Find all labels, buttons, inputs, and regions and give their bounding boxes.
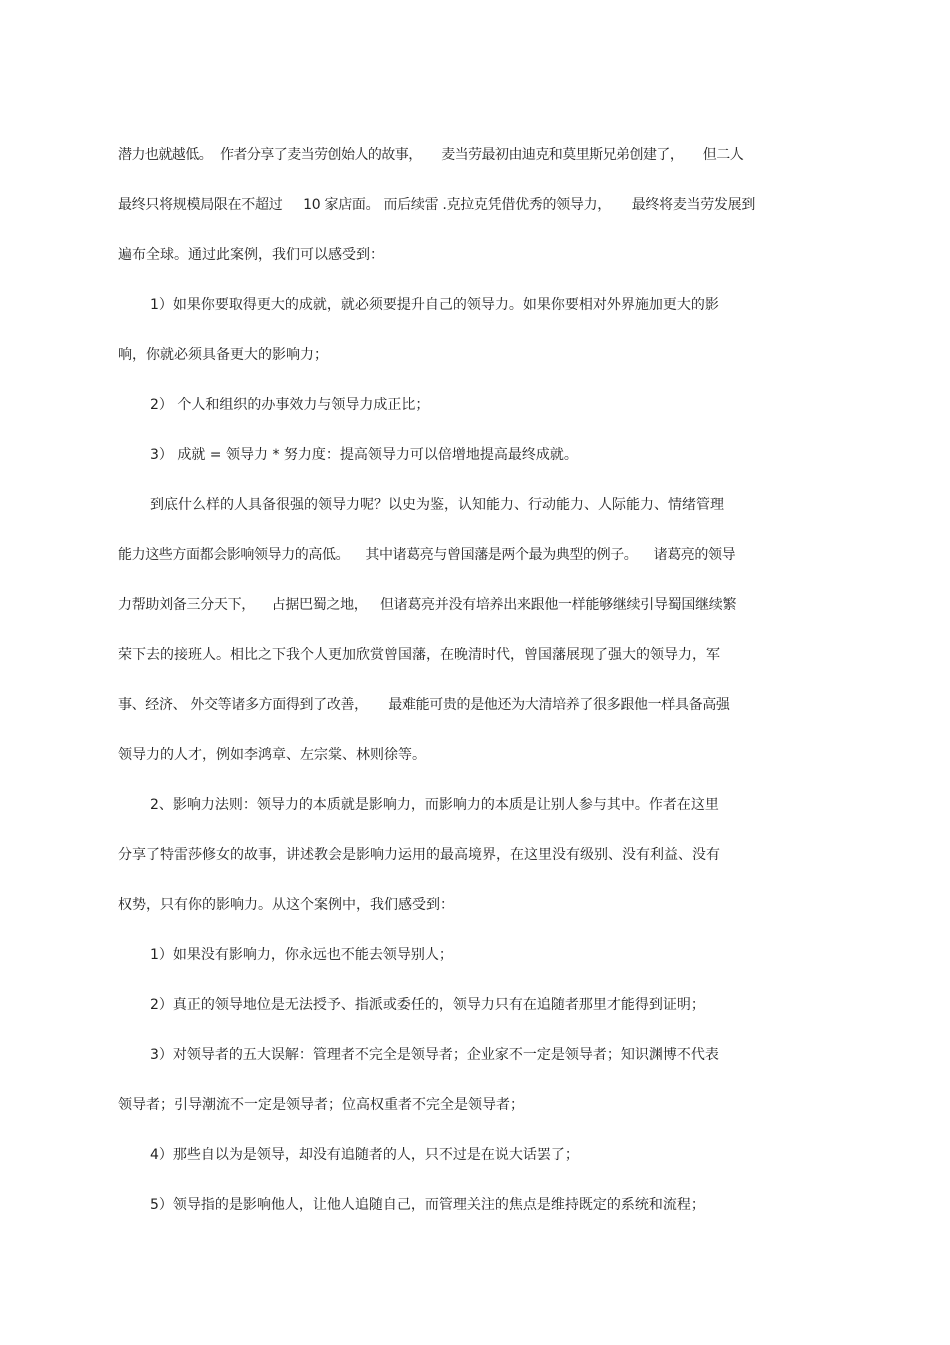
section-2-line-1: 2、影响力法则：领导力的本质就是影响力，而影响力的本质是让别人参与其中。作者在这里 xyxy=(150,797,719,813)
section-2-line-2: 分享了特雷莎修女的故事，讲述教会是影响力运用的最高境界，在这里没有级别、没有利益、没有 xyxy=(118,847,720,863)
paragraph-2-line-1: 到底什么样的人具备很强的领导力呢？以史为鉴，认知能力、行动能力、人际能力、情绪管理 xyxy=(150,497,724,513)
paragraph-2-line-3: 力帮助刘备三分天下， 占据巴蜀之地， 但诸葛亮并没有培养出来跟他一样能够继续引导蜀国继续繁 xyxy=(118,597,737,613)
paragraph-2-line-5: 事、经济、 外交等诸多方面得到了改善， 最难能可贵的是他还为大清培养了很多跟他一样具备高强 xyxy=(118,697,730,713)
list-item-1-line-1: 1）如果你要取得更大的成就，就必须要提升自己的领导力。如果你要相对外界施加更大的影 xyxy=(150,297,719,313)
paragraph-line-3: 遍布全球。通过此案例，我们可以感受到： xyxy=(118,247,384,263)
section-2-item-3-line-1: 3）对领导者的五大误解：管理者不完全是领导者；企业家不一定是领导者；知识渊博不代表 xyxy=(150,1047,719,1063)
section-2-item-4: 4）那些自以为是领导，却没有追随者的人，只不过是在说大话罢了； xyxy=(150,1147,579,1163)
list-item-3: 3） 成就 = 领导力 * 努力度：提高领导力可以倍增地提高最终成就。 xyxy=(150,447,578,463)
paragraph-line-2: 最终只将规模局限在不超过 10 家店面。 而后续雷 .克拉克凭借优秀的领导力， 最终将麦当劳发展到 xyxy=(118,197,756,213)
paragraph-2-line-6: 领导力的人才，例如李鸿章、左宗棠、林则徐等。 xyxy=(118,747,426,763)
section-2-item-1: 1）如果没有影响力，你永远也不能去领导别人； xyxy=(150,947,453,963)
paragraph-2-line-4: 荣下去的接班人。相比之下我个人更加欣赏曾国藩，在晚清时代，曾国藩展现了强大的领导力，军 xyxy=(118,647,720,663)
section-2-item-3-line-2: 领导者；引导潮流不一定是领导者；位高权重者不完全是领导者； xyxy=(118,1097,524,1113)
list-item-2: 2） 个人和组织的办事效力与领导力成正比； xyxy=(150,397,430,413)
list-item-1-line-2: 响，你就必须具备更大的影响力； xyxy=(118,347,328,363)
section-2-item-2: 2）真正的领导地位是无法授予、指派或委任的，领导力只有在追随者那里才能得到证明； xyxy=(150,997,705,1013)
paragraph-line-1: 潜力也就越低。 作者分享了麦当劳创始人的故事， 麦当劳最初由迪克和莫里斯兄弟创建了， 但二人 xyxy=(118,147,744,163)
section-2-line-3: 权势，只有你的影响力。从这个案例中，我们感受到： xyxy=(118,897,454,913)
paragraph-2-line-2: 能力这些方面都会影响领导力的高低。 其中诸葛亮与曾国藩是两个最为典型的例子。 诸葛亮的领导 xyxy=(118,547,736,563)
section-2-item-5: 5）领导指的是影响他人，让他人追随自己，而管理关注的焦点是维持既定的系统和流程； xyxy=(150,1197,705,1213)
